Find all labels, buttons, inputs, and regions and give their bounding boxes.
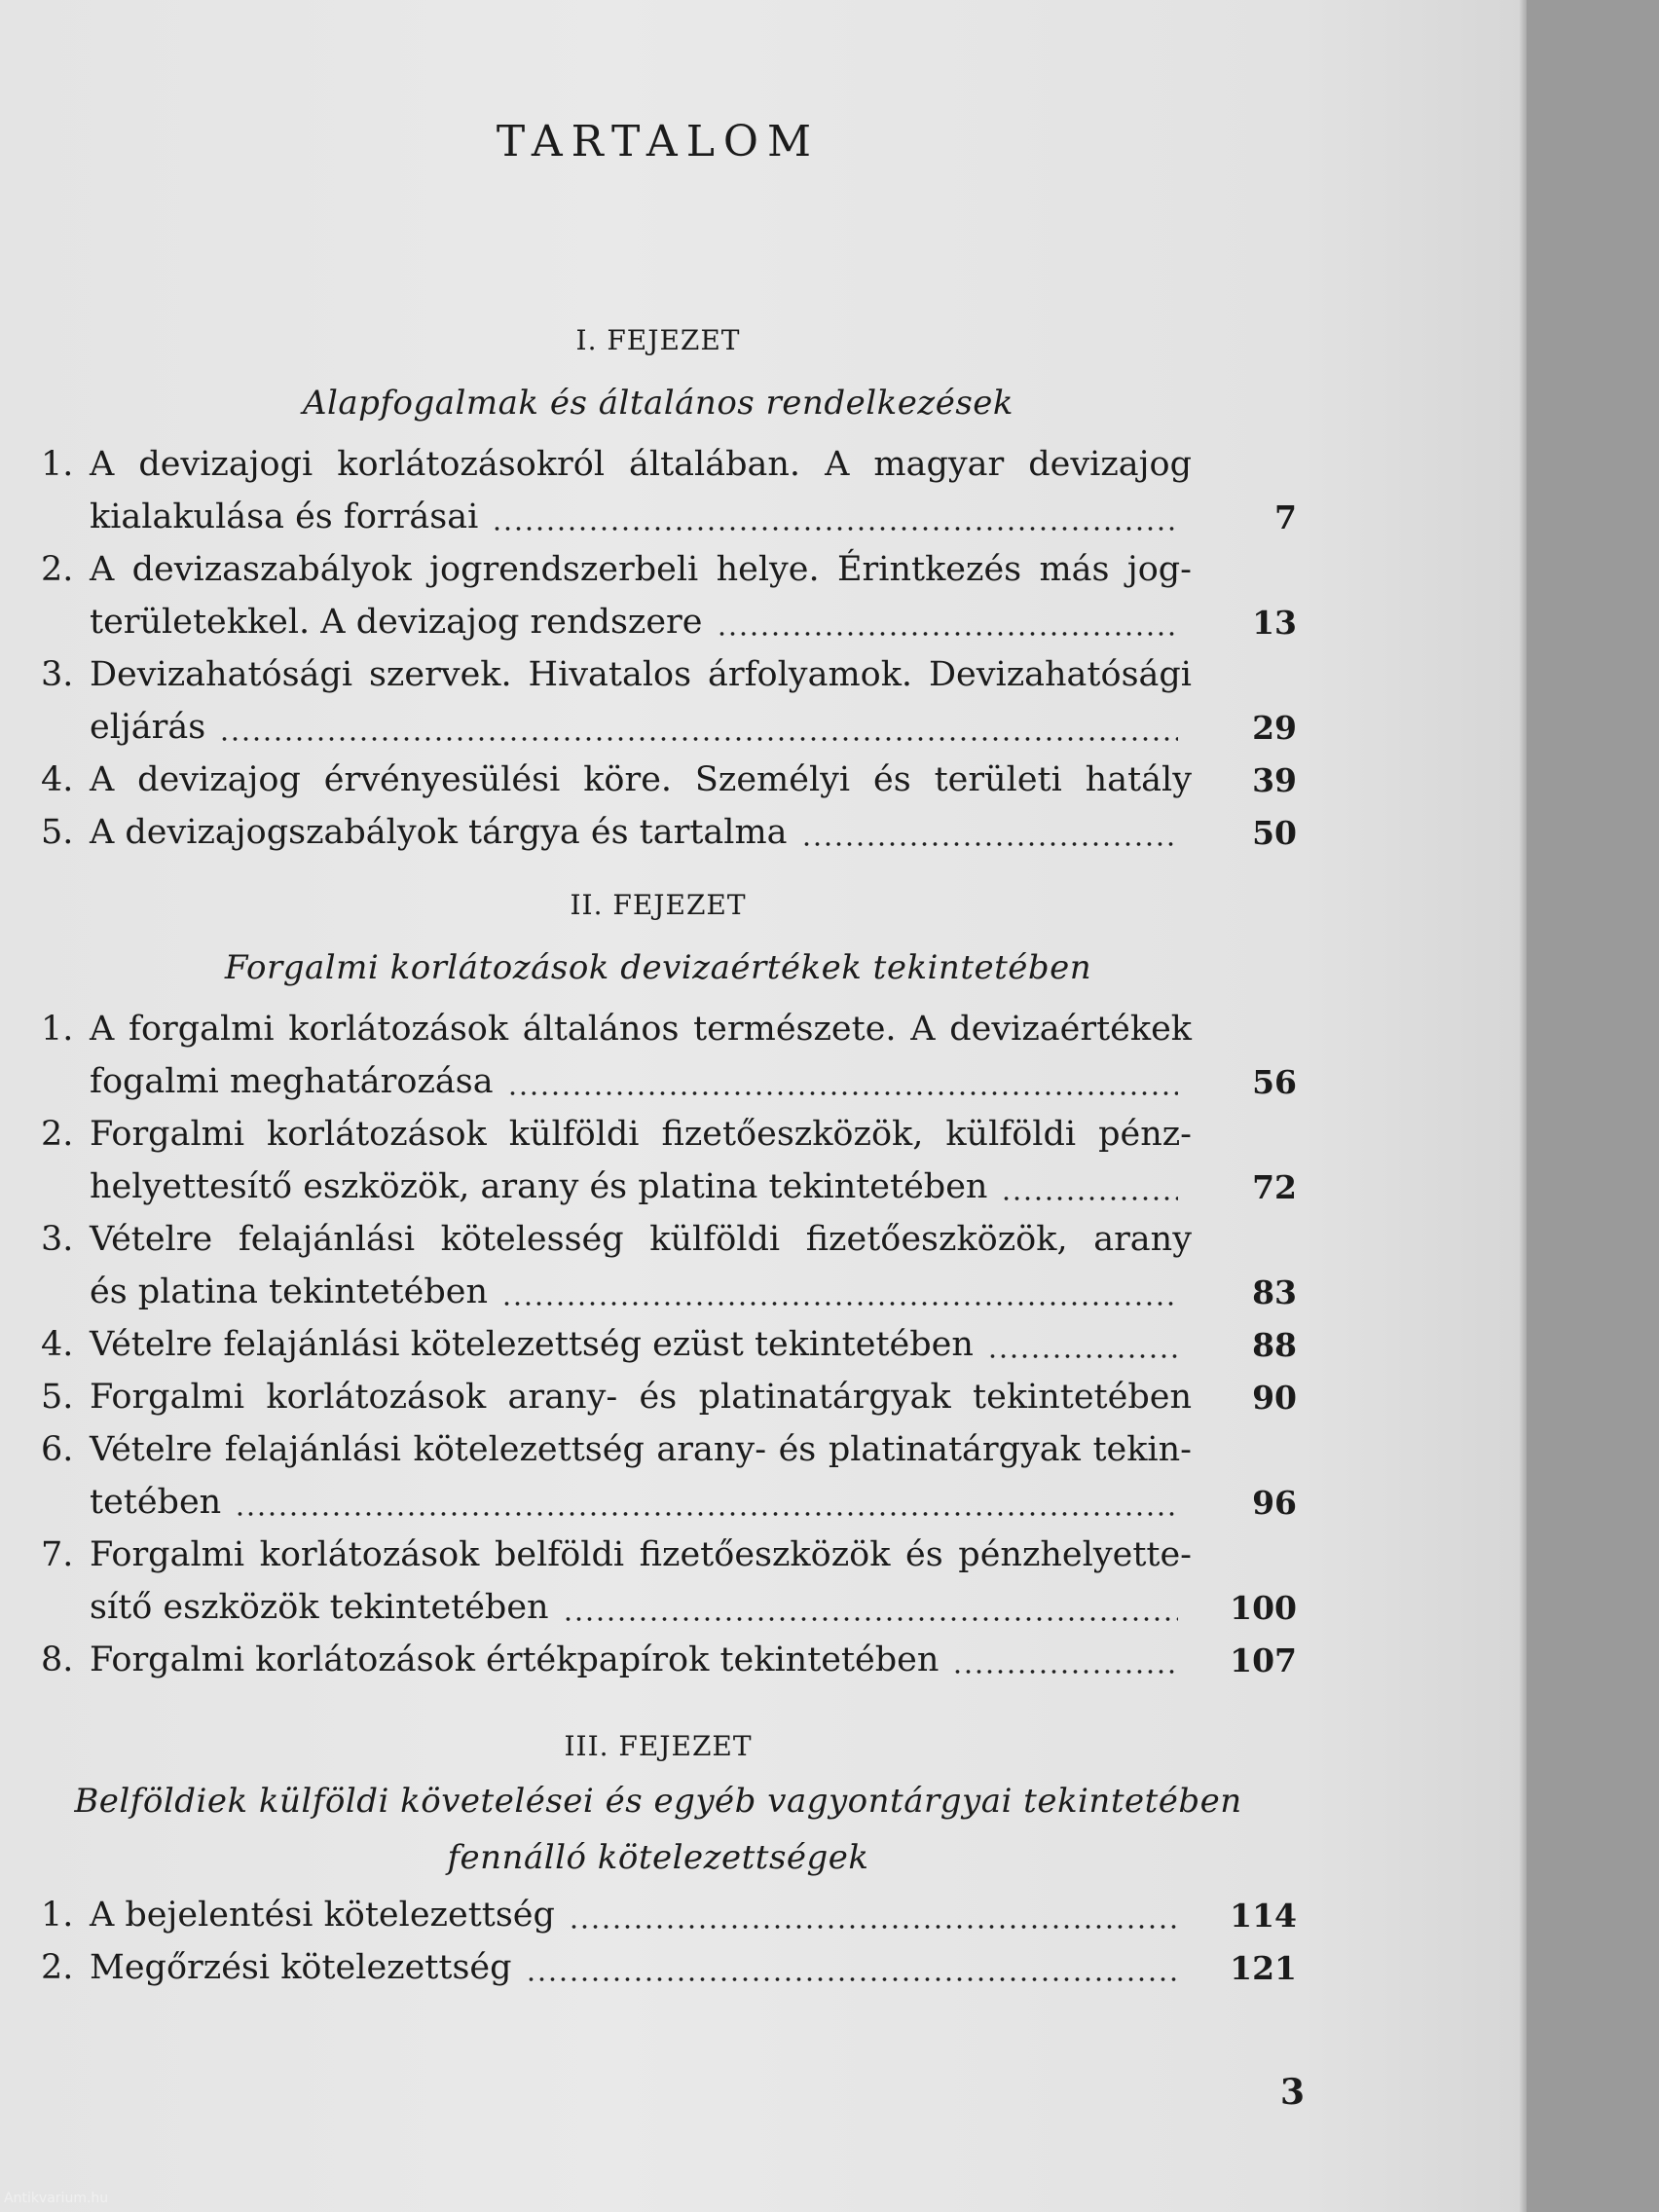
chapter-3-label: III. FEJEZET — [564, 1730, 753, 1762]
entry-title-line: Devizahatósági szervek. Hivatalos árfolyamok. Devizahatósági — [90, 655, 1192, 694]
dot-leader — [952, 1634, 1178, 1686]
entry-page-number: 107 — [1230, 1641, 1297, 1679]
entry-title-continuation — [90, 596, 1192, 648]
entry-number: 4. — [41, 1325, 74, 1364]
entry-page-number: 114 — [1230, 1896, 1297, 1935]
entry-number: 1. — [41, 1896, 74, 1935]
entry-page-number: 39 — [1252, 760, 1297, 799]
dot-leader — [987, 1318, 1178, 1371]
entry-page-number: 29 — [1252, 708, 1297, 747]
entry-page-number: 50 — [1252, 813, 1297, 852]
entry-title-continuation — [90, 491, 1192, 543]
dot-leader — [526, 1941, 1178, 1994]
entry-title-text: kialakulása és forrásai — [90, 498, 479, 536]
entry-title-line: Forgalmi korlátozások arany- és platinatárgyak tekintetében — [90, 1378, 1192, 1417]
entry-page-number: 56 — [1252, 1062, 1297, 1101]
dot-leader — [492, 491, 1178, 543]
entry-title-continuation — [90, 701, 1192, 754]
entry-page-number: 121 — [1230, 1948, 1297, 1987]
chapter-3-title-line1: Belföldiek külföldi követelései és egyéb vagyontárgyai tekintetében — [74, 1782, 1242, 1821]
entry-page-number: 72 — [1252, 1167, 1297, 1206]
dot-leader — [801, 806, 1178, 859]
entry-number: 2. — [41, 1115, 74, 1154]
dot-leader — [235, 1476, 1178, 1529]
dot-leader — [569, 1889, 1178, 1941]
entry-title-text: tetében — [90, 1483, 222, 1522]
entry-title-text: Vételre felajánlási kötelezettség ezüst tekintetében — [90, 1325, 974, 1364]
entry-title-text: A devizajogszabályok tárgya és tartalma — [90, 813, 788, 852]
background-surface — [1527, 0, 1659, 2212]
entry-title-continuation — [90, 1266, 1192, 1318]
entry-number: 5. — [41, 813, 74, 852]
entry-page-number: 7 — [1274, 498, 1297, 536]
entry-number: 5. — [41, 1378, 74, 1417]
page-title: TARTALOM — [496, 117, 821, 166]
entry-number: 4. — [41, 760, 74, 799]
dot-leader — [717, 596, 1178, 648]
entry-title-text: helyettesítő eszközök, arany és platina tekintetében — [90, 1167, 988, 1206]
entry-title-text: fogalmi meghatározása — [90, 1062, 494, 1101]
entry-page-number: 83 — [1252, 1272, 1297, 1311]
entry-title-line: A devizaszabályok jogrendszerbeli helye. Érintkezés más jog- — [90, 550, 1192, 589]
entry-number: 1. — [41, 445, 74, 484]
dot-leader — [563, 1581, 1178, 1634]
entry-number: 1. — [41, 1010, 74, 1049]
entry-page-number: 90 — [1252, 1378, 1297, 1417]
dot-leader — [507, 1055, 1178, 1108]
entry-title-text: és platina tekintetében — [90, 1272, 488, 1311]
entry-title-text: sítő eszközök tekintetében — [90, 1588, 549, 1627]
entry-title-text: Megőrzési kötelezettség — [90, 1948, 512, 1987]
entry-title-continuation — [90, 1476, 1192, 1529]
entry-title-text: Forgalmi korlátozások értékpapírok tekintetében — [90, 1641, 940, 1679]
entry-title-line: A devizajogi korlátozásokról általában. A magyar devizajog — [90, 445, 1192, 484]
entry-title-line: A forgalmi korlátozások általános természete. A devizaértékek — [90, 1010, 1192, 1049]
entry-title-continuation — [90, 1055, 1192, 1108]
entry-title-line — [90, 1318, 1192, 1371]
chapter-2-label: II. FEJEZET — [570, 889, 747, 921]
entry-number: 2. — [41, 1948, 74, 1987]
chapter-1-label: I. FEJEZET — [575, 324, 741, 356]
entry-page-number: 88 — [1252, 1325, 1297, 1364]
entry-title-line: Forgalmi korlátozások külföldi fizetőeszközök, külföldi pénz- — [90, 1115, 1192, 1154]
entry-title-line: Vételre felajánlási kötelezettség arany- és platinatárgyak tekin- — [90, 1430, 1192, 1469]
entry-title-continuation — [90, 1581, 1192, 1634]
entry-number: 6. — [41, 1430, 74, 1469]
chapter-1-title: Alapfogalmak és általános rendelkezések — [302, 384, 1014, 423]
entry-title-line: A devizajog érvényesülési köre. Személyi és területi hatály — [90, 760, 1192, 799]
entry-title-line — [90, 1941, 1192, 1994]
entry-page-number: 100 — [1230, 1588, 1297, 1627]
watermark: Antikvarium.hu — [4, 2191, 109, 2206]
entry-title-text: eljárás — [90, 708, 206, 747]
entry-title-line — [90, 1889, 1192, 1941]
entry-number: 3. — [41, 655, 74, 694]
dot-leader — [219, 701, 1178, 754]
entry-title-line — [90, 806, 1192, 859]
entry-title-line: Forgalmi korlátozások belföldi fizetőeszközök és pénzhelyette- — [90, 1535, 1192, 1574]
entry-title-continuation — [90, 1161, 1192, 1213]
chapter-3-title-line2: fennálló kötelezettségek — [447, 1838, 869, 1877]
page-number: 3 — [1279, 2072, 1305, 2113]
entry-page-number: 13 — [1252, 603, 1297, 642]
entry-number: 8. — [41, 1641, 74, 1679]
entry-page-number: 96 — [1252, 1483, 1297, 1522]
entry-title-text: A bejelentési kötelezettség — [90, 1896, 555, 1935]
dot-leader — [501, 1266, 1178, 1318]
entry-number: 2. — [41, 550, 74, 589]
dot-leader — [1001, 1161, 1178, 1213]
entry-number: 7. — [41, 1535, 74, 1574]
entry-number: 3. — [41, 1220, 74, 1259]
entry-title-line — [90, 1634, 1192, 1686]
entry-title-line: Vételre felajánlási kötelesség külföldi fizetőeszközök, arany — [90, 1220, 1192, 1259]
entry-title-text: területekkel. A devizajog rendszere — [90, 603, 703, 642]
chapter-2-title: Forgalmi korlátozások devizaértékek tekintetében — [224, 948, 1092, 987]
